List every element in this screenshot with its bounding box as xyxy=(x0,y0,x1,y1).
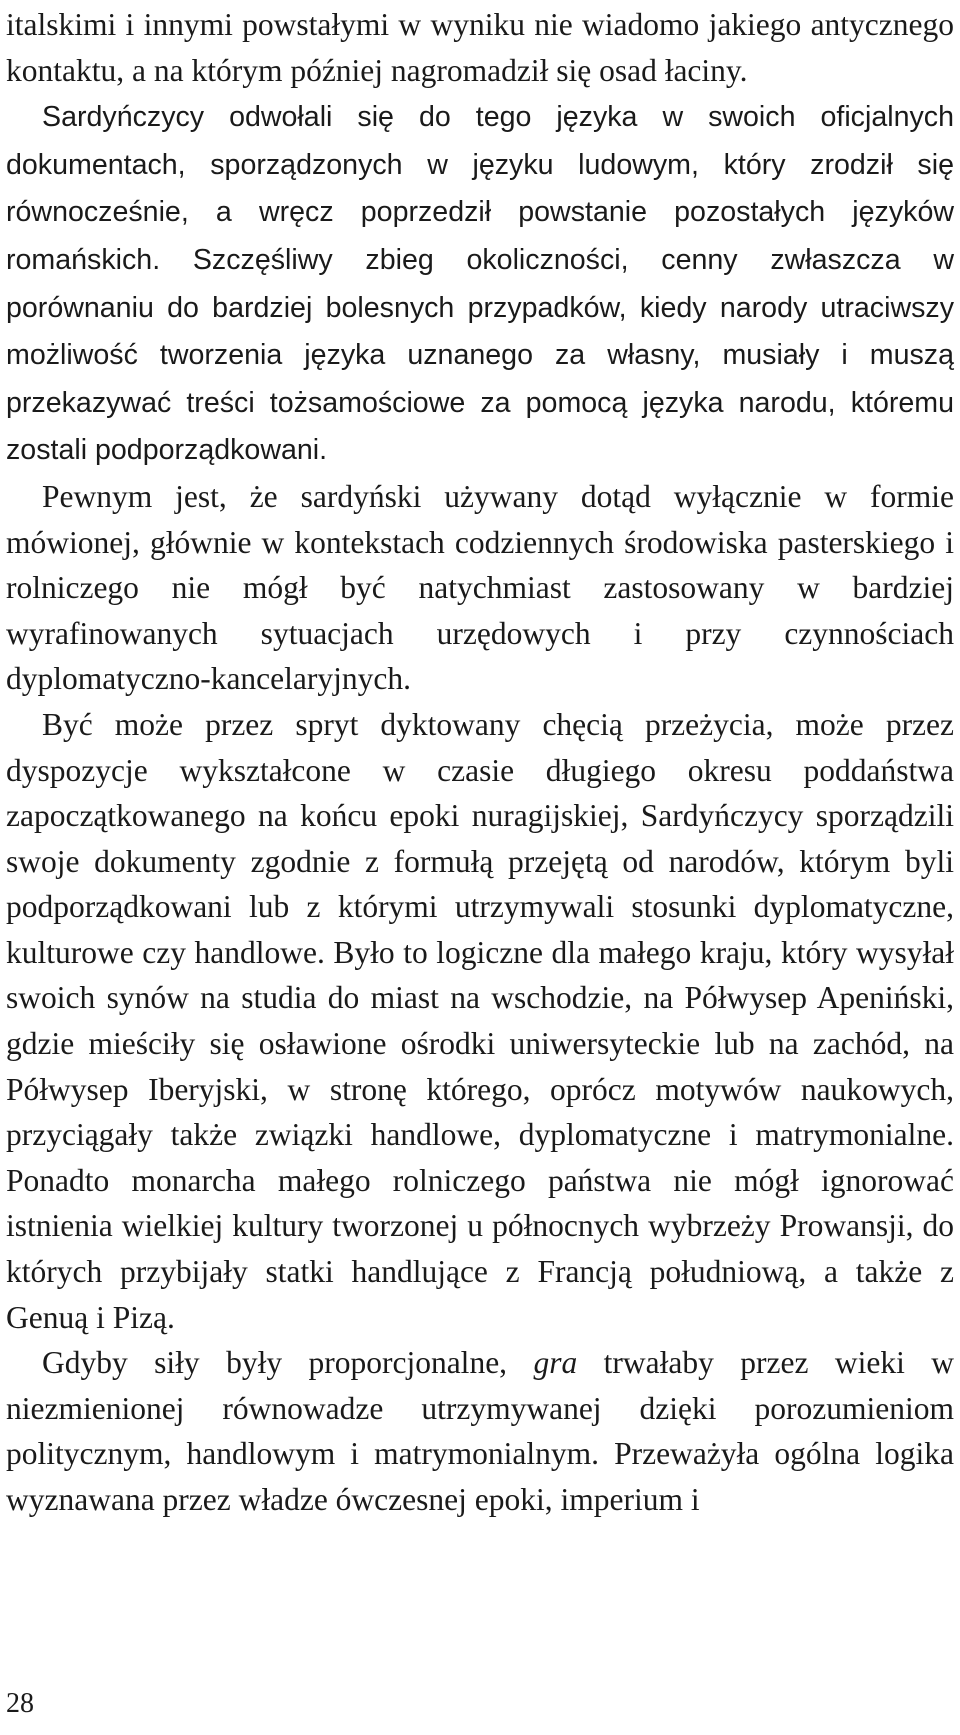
paragraph-text: Być może przez spryt dyktowany chęcią przeżycia, może przez dyspozycje wykształcone w czasie długiego okresu poddaństwa zapoczątkowanego na końcu epoki nuragijskiej, Sardyńczycy sporządzili swoje dokumenty zgodnie z formułą przejętą od narodów, którym byli podporządkowani lub z którymi utrzymywali stosunki dyplomatyczne, kulturowe czy handlowe. Było to logiczne dla małego kraju, który wysyłał swoich synów na studia do miast na wschodzie, na Półwysep Apeniński, gdzie mieściły się osławione ośrodki uniwersyteckie lub na zachód, na Półwysep Iberyjski, w stronę którego, oprócz motywów naukowych, przyciągały także związki handlowe, dyplomatyczne i matrymonialne. Ponadto monarcha małego rolniczego państwa nie mógł ignorować istnienia wielkiej kultury tworzonej u północnych wybrzeży Prowansji, do których przybijały statki handlujące z Francją południową, a także z Genuą i Pizą. xyxy=(6,706,954,1335)
paragraph-sardinian-documents xyxy=(6,93,954,474)
paragraph-text: Pewnym jest, że sardyński używany dotąd wyłącznie w formie mówionej, głównie w kontekstach codziennych środowiska pasterskiego i rolniczego nie mógł być natychmiast zastosowany w bardziej wyrafinowanych sytuacjach urzędowych i przy czynnościach dyplomatyczno-kancelaryjnych. xyxy=(6,478,954,697)
document-page xyxy=(6,0,954,1735)
document-body xyxy=(6,2,954,1523)
paragraph-spoken-sardinian xyxy=(6,474,954,702)
paragraph-continuation xyxy=(6,2,954,93)
paragraph-text: italskimi i innymi powstałymi w wyniku nie wiadomo jakiego antycznego kontaktu, a na którym później nagromadził się osad łaciny. xyxy=(6,7,954,88)
paragraph-text: Sardyńczycy odwołali się do tego języka w swoich oficjalnych dokumentach, sporządzonych w języku ludowym, który zrodził się równocześnie, a wręcz poprzedził powstanie pozostałych języków romańskich. Szczęśliwy zbieg okoliczności, cenny zwłaszcza w porównaniu do bardziej bolesnych przypadków, kiedy narody utraciwszy możliwość tworzenia języka uznanego za własny, musiały i muszą przekazywać treści tożsamościowe za pomocą języka narodu, któremu zostali podporządkowani. xyxy=(6,101,954,467)
paragraph-text: Gdyby siły były proporcjonalne, xyxy=(42,1345,534,1381)
paragraph-survival-strategy xyxy=(6,702,954,1340)
page-number: 28 xyxy=(6,1688,34,1719)
paragraph-text: trwałaby przez wieki w niezmienionej równowadze utrzymywanej dzięki porozumieniom politycznym, handlowym i matrymonialnym. Przeważyła ogólna logika wyznawana przez władze ówczesnej epoki, imperium i xyxy=(6,1345,954,1517)
italic-word: gra xyxy=(533,1345,578,1381)
paragraph-balance-of-forces xyxy=(6,1340,954,1522)
